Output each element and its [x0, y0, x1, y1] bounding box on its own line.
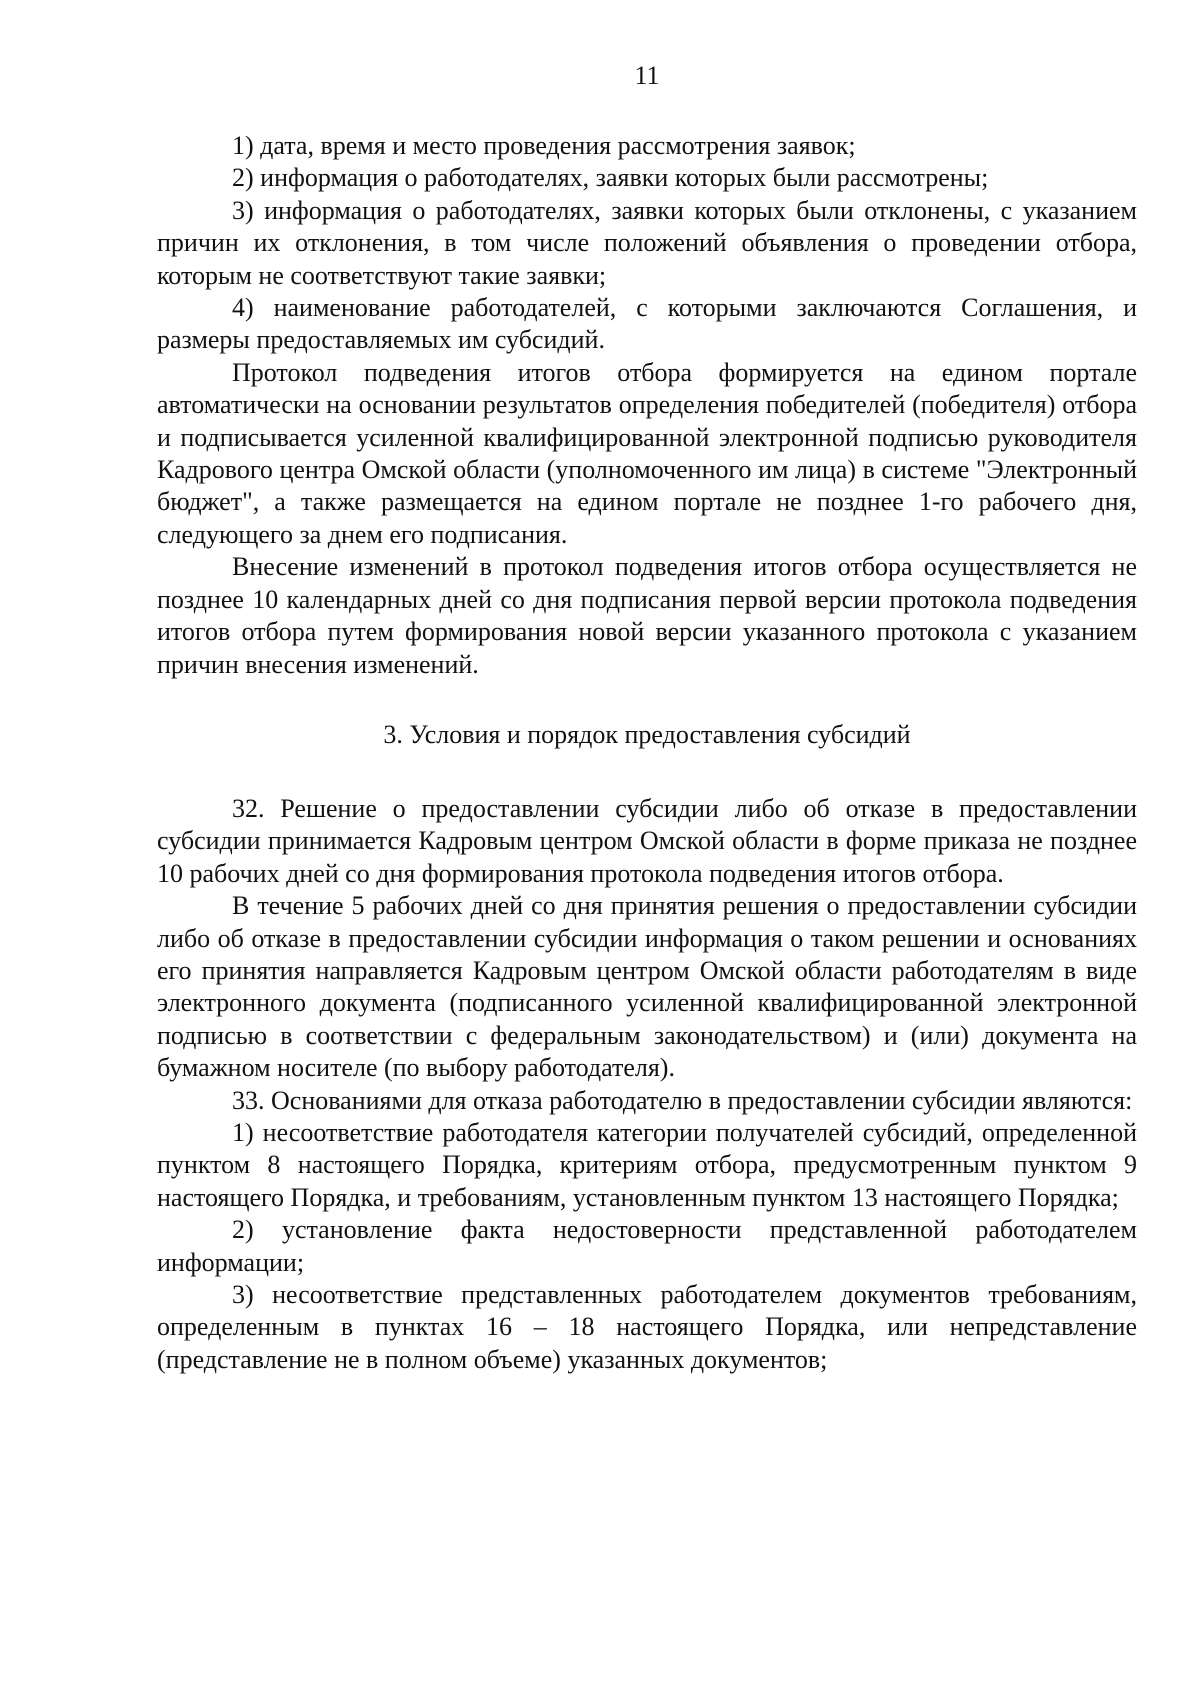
paragraph-32-notification: В течение 5 рабочих дней со дня принятия решения о предоставлении субсидии либо об отказе в предоставлении субсидии информация о таком решении и основаниях его принятия направляется Кадровым центром Омской области работодателям в виде электронного документа (подписанного усиленной квалифицированной электронной подписью в соответствии с федеральным законодательством) и (или) документа на бумажном носителе (по выбору работодателя).	[157, 891, 1137, 1083]
paragraph-protocol-changes: Внесение изменений в протокол подведения итогов отбора осуществляется не позднее 10 календарных дней со дня подписания первой версии протокола подведения итогов отбора путем формирования новой версии указанного протокола с указанием причин внесения изменений.	[157, 552, 1137, 679]
paragraph-protocol: Протокол подведения итогов отбора формируется на едином портале автоматически на основании результатов определения победителей (победителя) отбора и подписывается усиленной квалифицированной электронной подписью руководителя Кадрового центра Омской области (уполномоченного им лица) в системе "Электронный бюджет", а также размещается на едином портале не позднее 1-го рабочего дня, следующего за днем его подписания.	[157, 357, 1137, 549]
paragraph-item-4: 4) наименование работодателей, с которыми заключаются Соглашения, и размеры предоставляемых им субсидий.	[157, 293, 1137, 355]
paragraph-32: 32. Решение о предоставлении субсидии либо об отказе в предоставлении субсидии принимается Кадровым центром Омской области в форме приказа не позднее 10 рабочих дней со дня формирования протокола подведения итогов отбора.	[157, 793, 1137, 888]
paragraph-33-item-3: 3) несоответствие представленных работодателем документов требованиям, определенным в пунктах 16 – 18 настоящего Порядка, или непредставление (представление не в полном объеме) указанных документов;	[157, 1280, 1137, 1374]
paragraph-item-1: 1) дата, время и место проведения рассмотрения заявок;	[232, 131, 856, 160]
section-heading: 3. Условия и порядок предоставления субсидий	[383, 719, 911, 749]
paragraph-33: 33. Основаниями для отказа работодателю в предоставлении субсидии являются:	[232, 1085, 1133, 1115]
paragraph-33-item-1: 1) несоответствие работодателя категории получателей субсидий, определенной пунктом 8 настоящего Порядка, критериям отбора, предусмотренным пунктом 9 настоящего Порядка, и требованиям, установленным пунктом 13 настоящего Порядка;	[157, 1117, 1137, 1212]
paragraph-33-item-2: 2) установление факта недостоверности представленной работодателем информации;	[157, 1215, 1137, 1277]
paragraph-item-3: 3) информация о работодателях, заявки которых были отклонены, с указанием причин их отклонения, в том числе положений объявления о проведении отбора, которым не соответствуют такие заявки;	[157, 195, 1137, 290]
page-number: 11	[634, 61, 660, 90]
paragraph-item-2: 2) информация о работодателях, заявки которых были рассмотрены;	[232, 163, 989, 193]
document-page	[157, 60, 1137, 1376]
